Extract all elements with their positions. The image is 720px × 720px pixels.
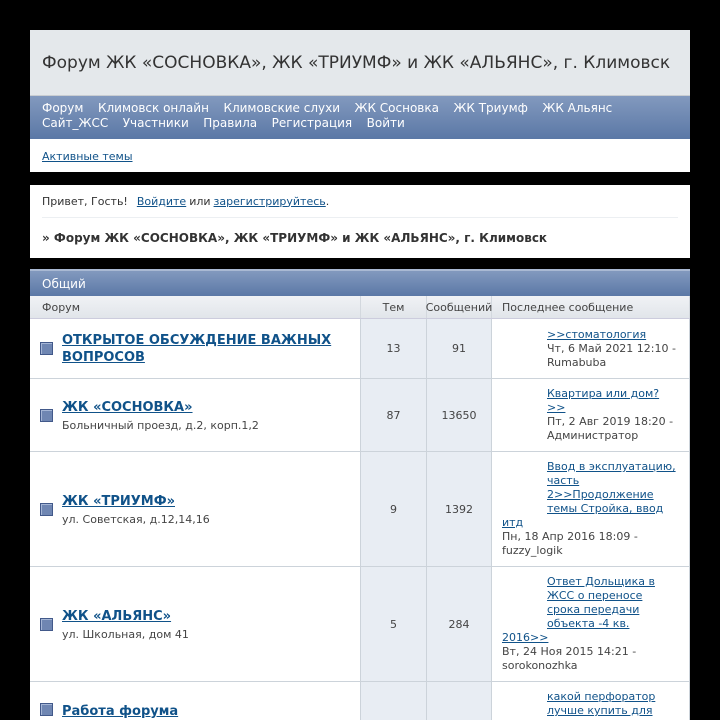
forum-read-icon bbox=[40, 703, 53, 716]
col-last-post: Последнее сообщение bbox=[492, 296, 690, 318]
forum-read-icon bbox=[40, 342, 53, 355]
last-post-date: Чт, 6 Май 2021 12:10 - bbox=[547, 342, 676, 355]
forum-cell bbox=[30, 682, 361, 720]
last-post-date: Пт, 2 Авг 2019 18:20 - bbox=[547, 415, 674, 428]
nav-login[interactable]: Войти bbox=[366, 116, 405, 130]
last-post-author: Администратор bbox=[547, 429, 639, 442]
posts-count bbox=[427, 682, 492, 720]
topics-count: 9 bbox=[361, 452, 427, 566]
register-link[interactable]: зарегистрируйтесь bbox=[213, 194, 326, 208]
topics-count bbox=[361, 682, 427, 720]
last-post-link-tail[interactable]: итд bbox=[502, 516, 524, 529]
forum-cell bbox=[30, 567, 361, 681]
nav-rules[interactable]: Правила bbox=[203, 116, 258, 130]
forum-title-link[interactable]: ЖК «АЛЬЯНС» bbox=[62, 608, 172, 624]
last-post-date: Пн, 18 Апр 2016 18:09 - bbox=[502, 530, 638, 543]
last-post-cell bbox=[492, 567, 690, 681]
forum-row bbox=[30, 682, 690, 720]
forum-cell bbox=[30, 379, 361, 451]
main-navbar bbox=[30, 96, 690, 139]
last-post-link[interactable]: Квартира или дом? >> bbox=[547, 387, 660, 414]
nav-register[interactable]: Регистрация bbox=[271, 116, 353, 130]
period-text: . bbox=[325, 194, 330, 208]
category-header[interactable]: Общий bbox=[30, 269, 690, 296]
forum-row bbox=[30, 567, 690, 682]
active-topics-link[interactable]: Активные темы bbox=[42, 149, 133, 163]
col-posts: Сообщений bbox=[427, 296, 492, 318]
forum-row bbox=[30, 319, 690, 379]
posts-count: 91 bbox=[427, 319, 492, 378]
forum-list bbox=[30, 269, 690, 720]
forum-row bbox=[30, 379, 690, 452]
forum-title[interactable]: Форум ЖК «СОСНОВКА», ЖК «ТРИУМФ» и ЖК «АЛЬЯНС», г. Климовск bbox=[42, 52, 671, 73]
column-headers bbox=[30, 296, 690, 319]
greeting-text: Привет, Гость! bbox=[42, 194, 128, 208]
forum-title-link[interactable]: ЖК «ТРИУМФ» bbox=[62, 493, 175, 509]
welcome-panel bbox=[30, 185, 690, 258]
topics-count: 87 bbox=[361, 379, 427, 451]
last-post-link[interactable]: какой перфоратор лучше купить для bbox=[547, 690, 656, 717]
forum-description: Больничный проезд, д.2, корп.1,2 bbox=[62, 418, 259, 432]
forum-title-link[interactable]: Работа форума bbox=[62, 704, 179, 719]
nav-members[interactable]: Участники bbox=[122, 116, 189, 130]
last-post-cell bbox=[492, 682, 690, 720]
forum-description: ул. Советская, д.12,14,16 bbox=[62, 512, 210, 526]
forum-read-icon bbox=[40, 503, 53, 516]
nav-zhk-alyans[interactable]: ЖК Альянс bbox=[542, 101, 613, 115]
forum-read-icon bbox=[40, 409, 53, 422]
login-link[interactable]: Войдите bbox=[136, 194, 187, 208]
last-post-link-tail[interactable]: 2016>> bbox=[502, 631, 549, 644]
or-text: или bbox=[189, 194, 211, 208]
subnav bbox=[30, 139, 690, 172]
forum-cell bbox=[30, 452, 361, 566]
topics-count: 13 bbox=[361, 319, 427, 378]
nav-klimovsk-online[interactable]: Климовск онлайн bbox=[97, 101, 209, 115]
greeting-line bbox=[42, 185, 678, 218]
col-topics: Тем bbox=[361, 296, 427, 318]
posts-count: 284 bbox=[427, 567, 492, 681]
last-post-cell bbox=[492, 379, 690, 451]
breadcrumb[interactable]: » Форум ЖК «СОСНОВКА», ЖК «ТРИУМФ» и ЖК «АЛЬЯНС», г. Климовск bbox=[42, 230, 548, 245]
forum-description: ул. Школьная, дом 41 bbox=[62, 627, 189, 641]
forum-header bbox=[30, 30, 690, 172]
last-post-author: sorokonozhka bbox=[502, 659, 578, 672]
forum-title-link[interactable]: ЖК «СОСНОВКА» bbox=[62, 399, 193, 415]
nav-site-zhss[interactable]: Сайт_ЖСС bbox=[42, 116, 109, 130]
last-post-link[interactable]: >>стоматология bbox=[547, 328, 647, 341]
posts-count: 1392 bbox=[427, 452, 492, 566]
col-forum: Форум bbox=[30, 296, 361, 318]
forum-title-link[interactable]: ОТКРЫТОЕ ОБСУЖДЕНИЕ ВАЖНЫХ ВОПРОСОВ bbox=[62, 332, 332, 365]
last-post-cell bbox=[492, 319, 690, 378]
title-bar bbox=[30, 30, 690, 96]
forum-read-icon bbox=[40, 618, 53, 631]
nav-zhk-triumf[interactable]: ЖК Триумф bbox=[453, 101, 528, 115]
last-post-author: fuzzy_logik bbox=[502, 544, 563, 557]
last-post-link[interactable]: Ответ Дольщика в ЖСС о переносе срока передачи объекта -4 кв. bbox=[547, 575, 655, 630]
last-post-author: Rumabuba bbox=[547, 356, 607, 369]
nav-forum[interactable]: Форум bbox=[42, 101, 84, 115]
last-post-date: Вт, 24 Ноя 2015 14:21 - bbox=[502, 645, 637, 658]
nav-zhk-sosnovka[interactable]: ЖК Сосновка bbox=[354, 101, 439, 115]
last-post-cell bbox=[492, 452, 690, 566]
nav-klimovsk-rumors[interactable]: Климовские слухи bbox=[223, 101, 341, 115]
posts-count: 13650 bbox=[427, 379, 492, 451]
last-post-link[interactable]: Ввод в эксплуатацию, часть 2>>Продолжение темы Стройка, ввод bbox=[547, 460, 676, 515]
forum-cell bbox=[30, 319, 361, 378]
forum-row bbox=[30, 452, 690, 567]
topics-count: 5 bbox=[361, 567, 427, 681]
